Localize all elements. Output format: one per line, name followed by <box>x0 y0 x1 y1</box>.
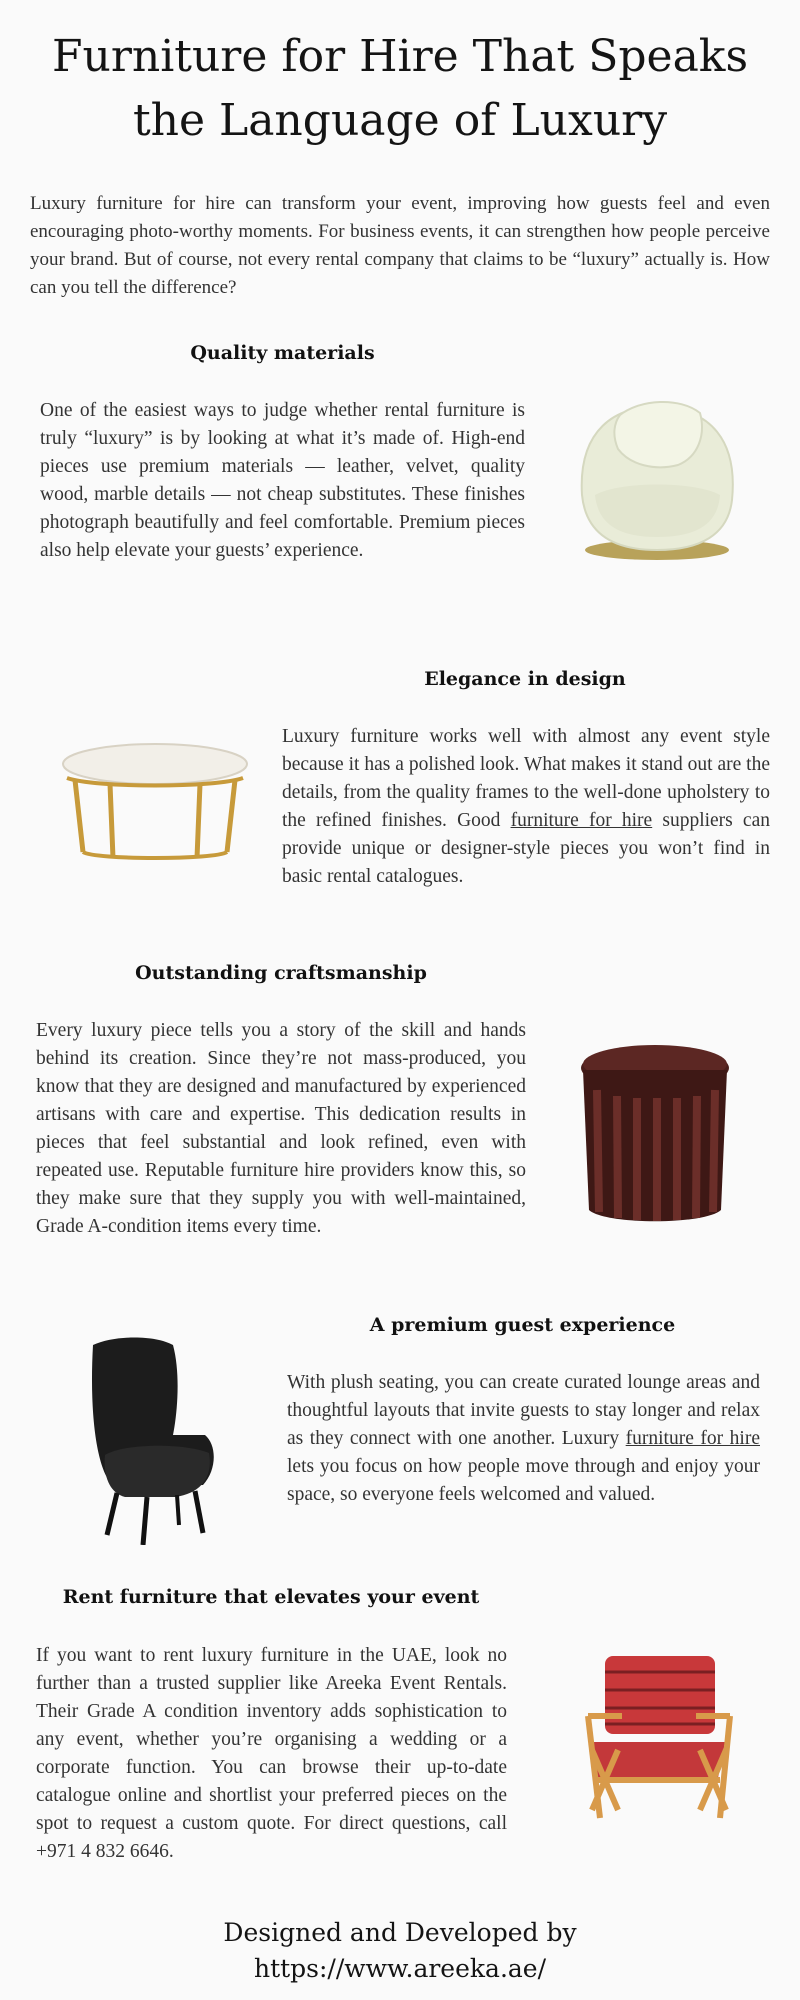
footer-line-1: Designed and Developed by <box>223 1918 577 1947</box>
footer-credit <box>200 1915 600 1987</box>
section-text-elegance-in-design: Luxury furniture works well with almost any event style because it has a polished look. What makes it stand out are the details, from the quality frames to the well-done upholstery to the refined finishes. Good furniture for hire suppliers can provide unique or designer-style pieces you won’t find in basic rental catalogues. <box>282 726 770 887</box>
white-armchair-icon <box>560 385 755 570</box>
section-heading-elegance-in-design: Elegance in design <box>424 668 626 690</box>
section-text-rent-furniture: If you want to rent luxury furniture in the UAE, look no further than a trusted supplier like Areeka Event Rentals. Their Grade A condition inventory adds sophistication to any event, whether you’re organising a wedding or a corporate function. You can browse their up-to-date catalogue online and shortlist your preferred pieces on the spot to request a custom quote. For direct questions, call +971 4 832 6646. <box>36 1645 507 1862</box>
black-wingback-chair-icon <box>85 1335 230 1545</box>
footer-website-link[interactable]: https://www.areeka.ae/ <box>253 1954 547 1983</box>
furniture-for-hire-link[interactable]: furniture for hire <box>510 810 653 831</box>
section-heading-quality-materials: Quality materials <box>190 342 375 364</box>
intro-paragraph: Luxury furniture for hire can transform your event, improving how guests feel and even encouraging photo-worthy moments. For business events, it can strengthen how people perceive your brand. But of course, not every rental company that claims to be “luxury” actually is. How can you tell the difference? <box>30 193 770 298</box>
section-text-outstanding-craftsmanship: Every luxury piece tells you a story of the skill and hands behind its creation. Since they’re not mass-produced, you know that they are designed and manufactured by experienced artisans with care and expertise. This dedication results in pieces that feel substantial and look refined, even with repeated use. Reputable furniture hire providers know this, so they make sure that they supply you with well-maintained, Grade A-condition items every time. <box>36 1020 526 1237</box>
furniture-for-hire-link-2[interactable]: furniture for hire <box>625 1428 760 1449</box>
section-heading-premium-guest-experience: A premium guest experience <box>369 1314 676 1336</box>
section-text-quality-materials: One of the easiest ways to judge whether rental furniture is truly “luxury” is by looking at what it’s made of. High-end pieces use premium materials — leather, velvet, quality wood, marble details — not cheap substitutes. These finishes photograph beautifully and feel comfortable. Premium pieces also help elevate your guests’ experience. <box>40 400 525 561</box>
page-title: Furniture for Hire That Speaks the Language of Luxury <box>51 31 749 146</box>
red-wooden-armchair-icon <box>570 1650 745 1825</box>
wood-side-table-icon <box>575 1040 735 1230</box>
section-heading-outstanding-craftsmanship: Outstanding craftsmanship <box>135 962 427 984</box>
section-heading-rent-furniture: Rent furniture that elevates your event <box>62 1586 480 1608</box>
section-text-premium-guest-experience: With plush seating, you can create curated lounge areas and thoughtful layouts that invite guests to stay longer and relax as they connect with one another. Luxury furniture for hire lets you focus on how people move through and enjoy your space, so everyone feels welcomed and valued. <box>287 1372 760 1505</box>
marble-table-icon <box>55 740 255 865</box>
